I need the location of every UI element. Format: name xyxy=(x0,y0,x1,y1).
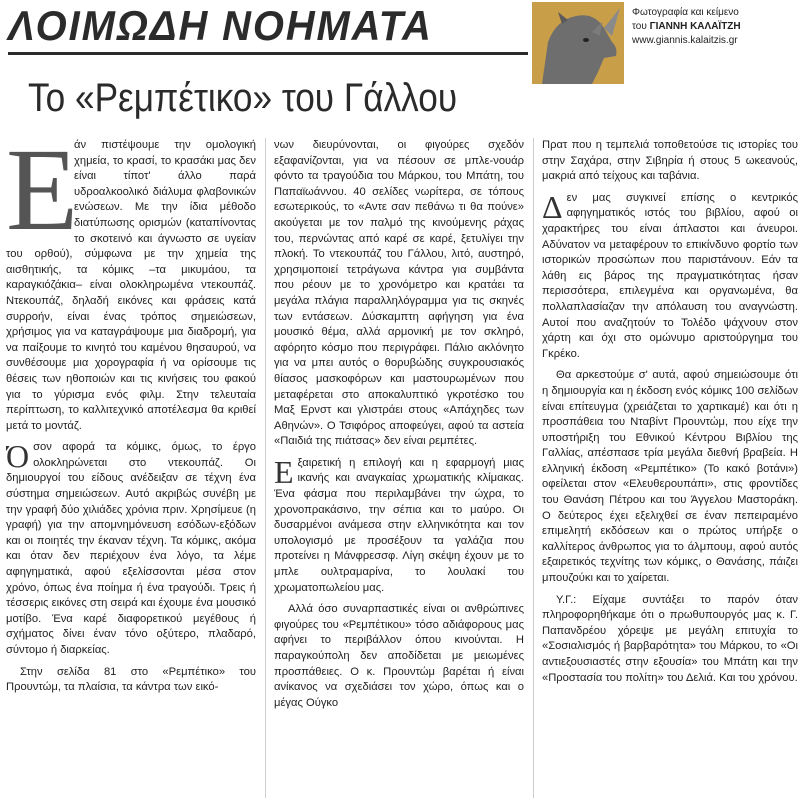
drop-cap: Ε xyxy=(6,138,79,255)
paragraph xyxy=(6,138,256,434)
article-headline: Το «Ρεμπέτικο» του Γάλλου xyxy=(28,76,458,120)
credit-author-line xyxy=(632,20,802,34)
paragraph xyxy=(542,188,798,363)
paragraph-text: σον αφορά τα κόμικς, όμως, το έργο ολοκληρώνεται στο ντεκουπάζ. Οι δημιουργοί του είδους ανέδειξαν σε τέχνη ένα σύστημα σημειώσεων. Αυτό ακριβώς συνέβη με την γραφή δύο χιλιάδες χρόνια πριν. Χρησίμευε (η γραφή) για την απομνημόνευση εσόδων-εξόδων και οι ποιητές την έκαναν τέχνη. Τα κόμικς, ακόμα και όταν δεν περιέχουν ένα λόγο, τα λέμε αφηγηματικά, αφού εξελίσσονται μέσα στον χρόνο, όπως ένα ποίημα ή ένα τραγούδι. Τρεις ή τέσσερις εικόνες στη σειρά και έχουμε ένα μουσικό μοτίβο. Ένα καρέ διαφορετικού μεγέθους ή σχήματος δίνει έναν τόνο οξύτερο, πλαδαρό, σύντομο ή διαρκείας. xyxy=(6,441,256,656)
paragraph: Πρατ που η τεμπελιά τοποθετούσε τις ιστορίες του στην Σαχάρα, στην Σιβηρία ή στους 5 ωκεανούς, μακριά από τείχους και ταβάνια. xyxy=(542,139,798,183)
paragraph-text: εν μας συγκινεί επίσης ο κεντρικός αφηγηματικός ιστός του βιβλίου, αφού οι χαρακτήρες του είναι άπλαστοι και άνευροι. Αδύνατον να μεταφέρουν το επικίνδυνο φορτίο των ιστορικών προσώπων που παριστάνουν. Εάν τα λάθη εις βάρος της πραγματικότητας ήσαν περισσότερα, επιλεγμένα και οργανωμένα, θα πολλαπλασίαζαν την απόλαυση του αναγνώστη. Αυτοί που αναζητούν το Τολέδο ψάχνουν στον χάρτη και όχι στο ομώνυμο αριστούργημα του Γκρέκο. xyxy=(542,191,798,360)
credit-prefix: του xyxy=(632,21,647,32)
drop-cap: Ό xyxy=(6,438,30,475)
paragraph-text: ξαιρετική η επιλογή και η εφαρμογή μιας ικανής και αναγκαίας χρωματικής κλίμακας. Ένα φάσμα που περιλαμβάνει την ώχρα, το χρονοπρακάσινο, την σέπια και το μαύρο. Οι δυσαρμένοι ανάμεσα στην ελληνικότητα και τον υπολογισμό με προσέξουν τα γαλάζια που προτείνει η Μάνφρεσσφ. Λίγη σκέψη έχουν με το μπλε ουλτραμαρίνα, το λουλακί του χρωματοπωλείου μας. xyxy=(274,456,524,594)
paragraph: Στην σελίδα 81 στο «Ρεμπέτικο» του Προυντώμ, τα πλαίσια, τα κάντρα των εικό- xyxy=(6,665,256,694)
paragraph-text: άν πιστέψουμε την ομολογική χημεία, το κρασί, το κρασάκι μας δεν είναι τίποτ' άλλο παρά υδροαλκοολικό διάλυμα φλαβονικών ενώσεων. Με την ίδια μέθοδο διατύπωσης ορισμών (καταπίνοντας το σκοτεινό και άγνωστο σε υγείαν του ορθού), σύμφωνα με την χημεία της αισθητικής, τα κόμικς –τα μικυμάου, τα καραγκιόζάκια– είναι ολοκληρωμένα ντεκουπάζ. Ντεκουπάζ, δηλαδή εικόνες και φράσεις κατά συρροήν, είναι ένας τρόπος σημειώσεων, χρήσιμος για να καταγράψουμε μια διαδρομή, για να παίξουμε το κινητό του καμένου θησαυρού, να συνθέσουμε μια χορογραφία ή να ορίσουμε τις θέσεις των ηθοποιών και τις κινήσεις του φακού για το γύρισμα ενός φιλμ. Στην τελευταία περίπτωση, το καλλιτεχνικό αποτέλεσμα θα κριθεί μετά το μοντάζ. xyxy=(6,139,256,432)
article-column-1 xyxy=(6,138,256,798)
title-rule xyxy=(8,52,528,55)
credit-site-link[interactable]: www.giannis.kalaitzis.gr xyxy=(632,35,738,46)
credit-author: ΓΙΑΝΝΗ ΚΑΛΑΪΤΖΗ xyxy=(649,21,741,32)
article-column-3 xyxy=(542,138,798,798)
rhino-photo xyxy=(532,2,624,84)
column-divider xyxy=(265,138,266,798)
photo-credit xyxy=(632,6,802,48)
credit-line: Φωτογραφία και κείμενο xyxy=(632,7,739,18)
paragraph: Υ.Γ.: Είχαμε συντάξει το παρόν όταν πληροφορηθήκαμε ότι ο πρωθυπουργός μας κ. Γ. Παπανδρέου χόρεψε με μεγάλη επιτυχία το «Σοσιαλισμός ή βαρβαρότητα» του Μάρκου, το «Οι αντιεξουσιαστές στην εξουσία» του Μπάτη και την «Προστασία του πολίτη» του Δελιά. Και του χρόνου. xyxy=(542,593,798,684)
paragraph xyxy=(6,440,256,658)
paragraph: Θα αρκεστούμε σ' αυτά, αφού σημειώσουμε ότι η δημιουργία και η έκδοση ενός κόμικς 100 σελίδων είναι επίτευγμα (χρειάζεται το χαρτικαμέ) και ότι η προσπάθεια του Νταβίντ Προυντώμ, που είχε την υποστήριξη του Εθνικού Κέντρου Βιβλίου της Γαλλίας, απέσπασε τρία μεγάλα διεθνή βραβεία. Η ελληνική έκδοση «Ρεμπέτικο» (Το κακό βοτάνι») οφείλεται στον «Ελευθερουπάπι», στις φροντίδες του Θανάση Πέτρου και του Άγγελου Μαστοράκη. Ο δεύτερος έχει εξελιχθεί σε έναν πεπειραμένο επιμελητή εκδόσεων και ο πρώτος υπήρξε ο καλλίτερος άνθρωπος για το άλμπουμ, αφού αυτός εξαιρετικός τεχνίτης των κόμικς, ο Θανάσης, πάιζει μπουζούκι και το χαίρεται. xyxy=(542,369,798,585)
paragraph: Αλλά όσο συναρπαστικές είναι οι ανθρώπινες φιγούρες του «Ρεμπέτικου» τόσο αδιάφορους μας αφήνει το περιβάλλον όπου κινούνται. Η παραγκούπολη δεν αποδίδεται με μειωμένες προσπάθειες. Ο κ. Προυντώμ βαρέται ή είναι ανίκανος να σχεδιάσει τον χώρο, όπως και ο μέγας Ούγκο xyxy=(274,603,524,709)
article-column-2 xyxy=(274,138,524,798)
paragraph xyxy=(274,453,524,596)
drop-cap: Δ xyxy=(542,188,563,225)
drop-cap: Ε xyxy=(274,453,294,490)
rhino-image-icon xyxy=(532,2,624,84)
column-divider xyxy=(533,138,534,798)
paragraph: νων διευρύνονται, οι φιγούρες σχεδόν εξαφανίζονται, για να πέσουν σε μπλε-νουάρ φόντο τα τραγούδια του Μάρκου, του Μπάτη, του Παπαϊωάννου. 40 σελίδες νωρίτερα, σε τόπους εσωτερικούς, το «Αντε σαν πεθάνω τι θα πούνε» ακούγεται με τον παλμό της κινούμενης ράχας του, περνώντας από καρέ σε καρέ, ξετυλίγει την πλοκή. Το ντεκουπάζ του Γάλλου, λιτό, αυστηρό, χρησιμοποιεί τετράγωνα κάντρα για συμβάντα που ρέουν με το χρονόμετρο και κρατάει τα μεγάλα πλάγια παραλληλόγραμμα για τις σκηνές των εντάσεων. Δύσκαμπτη αφήγηση για ένα μουσικό θέμα, αλλά αρμονική με τον σκληρό, αφόρητο κόσμο που περιγράφει. Πάλιο ακλόνητο για να μπει αυτός ο θορυβώδης συγκρουσιακός θίασος μασκοφόρων και μαστουρωμένων που μεταφέρεται στο αποκαλυπτικό γκροτέσκο του Μαξ Ερνστ και γλιστράει στους «Απάχηδες των Αθηνών». Ο Τσιφόρος αποφεύγει, αφού τα αστεία «Παιδιά της πιάτσας» δεν είναι ρεμπέτες. xyxy=(274,139,524,448)
column-title: ΛΟΙΜΩΔΗ ΝΟΗΜΑΤΑ xyxy=(8,2,433,49)
article-body xyxy=(6,138,800,798)
page-header xyxy=(0,0,804,58)
